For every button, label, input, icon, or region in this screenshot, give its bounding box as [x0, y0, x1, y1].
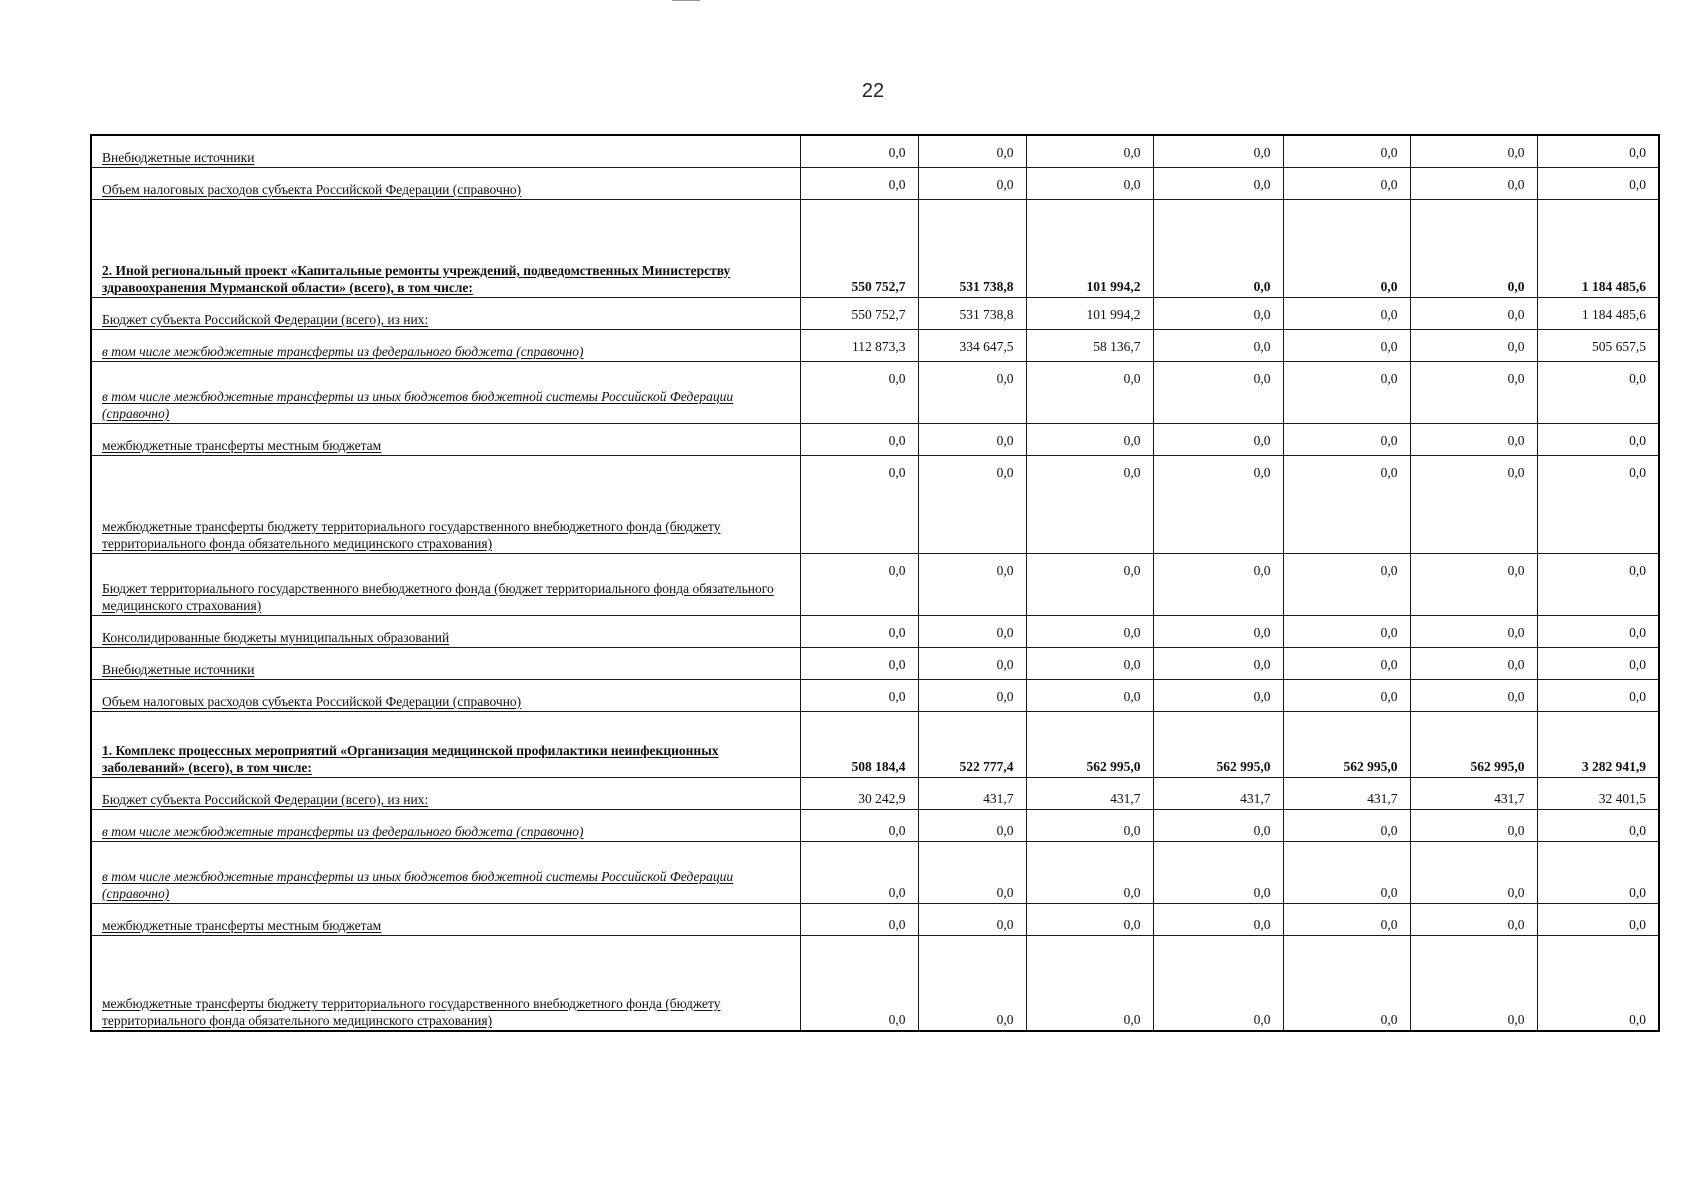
- value-cell: 0,0: [1153, 135, 1283, 167]
- value-cell: 0,0: [1283, 679, 1410, 711]
- value-cell: 1 184 485,6: [1537, 199, 1659, 297]
- row-label: межбюджетные трансферты бюджету территориального государственного внебюджетного фонда (бюджету территориального фонда обязательного медицинского страхования): [102, 518, 721, 551]
- table-row: [91, 679, 1659, 711]
- value-cell: 0,0: [918, 903, 1026, 935]
- value-cell: 0,0: [918, 935, 1026, 1031]
- value-cell: 0,0: [800, 903, 918, 935]
- value-cell: 0,0: [800, 455, 918, 553]
- value-cell: 0,0: [1410, 329, 1537, 361]
- row-label: межбюджетные трансферты бюджету территориального государственного внебюджетного фонда (бюджету территориального фонда обязательного медицинского страхования): [102, 996, 721, 1028]
- value-cell: 0,0: [1537, 647, 1659, 679]
- table-row: [91, 615, 1659, 647]
- row-label-cell: [91, 809, 800, 841]
- row-label-cell: [91, 329, 800, 361]
- value-cell: 0,0: [1153, 809, 1283, 841]
- row-label-cell: [91, 135, 800, 167]
- value-cell: 0,0: [1410, 841, 1537, 903]
- value-cell: 0,0: [800, 615, 918, 647]
- table-row: [91, 199, 1659, 297]
- value-cell: 0,0: [800, 935, 918, 1031]
- scan-mark: [672, 0, 700, 1]
- value-cell: 0,0: [1410, 809, 1537, 841]
- value-cell: 0,0: [1026, 903, 1153, 935]
- row-label-cell: [91, 297, 800, 329]
- page-number: 22: [861, 80, 885, 102]
- value-cell: 0,0: [1026, 423, 1153, 455]
- value-cell: 101 994,2: [1026, 297, 1153, 329]
- value-cell: 0,0: [1026, 135, 1153, 167]
- value-cell: 0,0: [1153, 935, 1283, 1031]
- value-cell: 0,0: [1537, 679, 1659, 711]
- value-cell: 0,0: [1410, 297, 1537, 329]
- value-cell: 0,0: [1410, 167, 1537, 199]
- table-row: [91, 777, 1659, 809]
- value-cell: 0,0: [1026, 361, 1153, 423]
- value-cell: 0,0: [1153, 455, 1283, 553]
- value-cell: 0,0: [1537, 361, 1659, 423]
- value-cell: 0,0: [1537, 135, 1659, 167]
- value-cell: 0,0: [1283, 297, 1410, 329]
- value-cell: 0,0: [918, 423, 1026, 455]
- value-cell: 112 873,3: [800, 329, 918, 361]
- value-cell: 0,0: [800, 361, 918, 423]
- value-cell: 58 136,7: [1026, 329, 1153, 361]
- value-cell: 0,0: [800, 809, 918, 841]
- row-label: межбюджетные трансферты местным бюджетам: [102, 917, 382, 933]
- value-cell: 431,7: [918, 777, 1026, 809]
- row-label: Внебюджетные источники: [102, 149, 255, 165]
- value-cell: 0,0: [1537, 167, 1659, 199]
- value-cell: 0,0: [918, 809, 1026, 841]
- row-label: Внебюджетные источники: [102, 661, 255, 677]
- value-cell: 0,0: [918, 135, 1026, 167]
- value-cell: 0,0: [1153, 167, 1283, 199]
- value-cell: 0,0: [1153, 679, 1283, 711]
- row-label-cell: [91, 903, 800, 935]
- value-cell: 0,0: [1283, 167, 1410, 199]
- table-row: [91, 903, 1659, 935]
- value-cell: 0,0: [1283, 809, 1410, 841]
- row-label: в том числе межбюджетные трансферты из федерального бюджета (справочно): [102, 343, 584, 359]
- row-label-cell: [91, 361, 800, 423]
- table-row: [91, 935, 1659, 1031]
- value-cell: 0,0: [800, 167, 918, 199]
- value-cell: 0,0: [1283, 841, 1410, 903]
- value-cell: 0,0: [1153, 297, 1283, 329]
- value-cell: 0,0: [1026, 679, 1153, 711]
- value-cell: 0,0: [1283, 615, 1410, 647]
- value-cell: 0,0: [1410, 455, 1537, 553]
- row-label-cell: [91, 679, 800, 711]
- value-cell: 0,0: [800, 135, 918, 167]
- value-cell: 0,0: [1410, 615, 1537, 647]
- value-cell: 0,0: [1283, 361, 1410, 423]
- row-label-cell: [91, 935, 800, 1031]
- table-row: [91, 361, 1659, 423]
- value-cell: 0,0: [800, 647, 918, 679]
- row-label: Бюджет территориального государственного внебюджетного фонда (бюджет территориального фонда обязательного медицинского страхования): [102, 580, 774, 613]
- value-cell: 0,0: [800, 553, 918, 615]
- value-cell: 3 282 941,9: [1537, 711, 1659, 777]
- table-row: [91, 553, 1659, 615]
- value-cell: 0,0: [918, 553, 1026, 615]
- value-cell: 0,0: [1537, 615, 1659, 647]
- value-cell: 0,0: [1026, 615, 1153, 647]
- value-cell: 0,0: [1283, 199, 1410, 297]
- value-cell: 0,0: [1153, 841, 1283, 903]
- value-cell: 0,0: [800, 679, 918, 711]
- budget-table: [90, 134, 1660, 1032]
- value-cell: 562 995,0: [1283, 711, 1410, 777]
- value-cell: 431,7: [1026, 777, 1153, 809]
- value-cell: 0,0: [1283, 647, 1410, 679]
- row-label: Объем налоговых расходов субъекта Российской Федерации (справочно): [102, 693, 522, 709]
- value-cell: 0,0: [918, 615, 1026, 647]
- row-label: 2. Иной региональный проект «Капитальные ремонты учреждений, подведомственных Министерству здравоохранения Мурманской области» (всего), в том числе:: [102, 262, 731, 295]
- table-row: [91, 711, 1659, 777]
- value-cell: 0,0: [1537, 553, 1659, 615]
- table-row: [91, 423, 1659, 455]
- value-cell: 0,0: [918, 455, 1026, 553]
- row-label-cell: [91, 711, 800, 777]
- value-cell: 0,0: [1537, 809, 1659, 841]
- value-cell: 0,0: [1283, 553, 1410, 615]
- value-cell: 508 184,4: [800, 711, 918, 777]
- row-label: в том числе межбюджетные трансферты из федерального бюджета (справочно): [102, 823, 584, 839]
- value-cell: 562 995,0: [1410, 711, 1537, 777]
- value-cell: 0,0: [1410, 361, 1537, 423]
- value-cell: 0,0: [918, 647, 1026, 679]
- value-cell: 0,0: [1283, 423, 1410, 455]
- value-cell: 0,0: [1410, 903, 1537, 935]
- value-cell: 0,0: [1283, 455, 1410, 553]
- value-cell: 562 995,0: [1153, 711, 1283, 777]
- value-cell: 334 647,5: [918, 329, 1026, 361]
- value-cell: 32 401,5: [1537, 777, 1659, 809]
- value-cell: 0,0: [1410, 679, 1537, 711]
- value-cell: 550 752,7: [800, 199, 918, 297]
- value-cell: 0,0: [1153, 903, 1283, 935]
- value-cell: 0,0: [1026, 167, 1153, 199]
- value-cell: 431,7: [1283, 777, 1410, 809]
- row-label-cell: [91, 615, 800, 647]
- value-cell: 0,0: [1537, 455, 1659, 553]
- value-cell: 0,0: [918, 679, 1026, 711]
- value-cell: 505 657,5: [1537, 329, 1659, 361]
- table-row: [91, 297, 1659, 329]
- row-label: 1. Комплекс процессных мероприятий «Организация медицинской профилактики неинфекционных заболеваний» (всего), в том числе:: [102, 742, 719, 775]
- table-row: [91, 329, 1659, 361]
- value-cell: 431,7: [1410, 777, 1537, 809]
- value-cell: 0,0: [1537, 841, 1659, 903]
- row-label-cell: [91, 647, 800, 679]
- row-label-cell: [91, 167, 800, 199]
- value-cell: 0,0: [1410, 135, 1537, 167]
- table-row: [91, 809, 1659, 841]
- row-label-cell: [91, 841, 800, 903]
- value-cell: 0,0: [1026, 935, 1153, 1031]
- value-cell: 0,0: [1153, 199, 1283, 297]
- value-cell: 0,0: [1153, 423, 1283, 455]
- value-cell: 531 738,8: [918, 297, 1026, 329]
- row-label: в том числе межбюджетные трансферты из иных бюджетов бюджетной системы Российской Федерации (справочно): [102, 388, 734, 421]
- value-cell: 1 184 485,6: [1537, 297, 1659, 329]
- value-cell: 0,0: [1026, 553, 1153, 615]
- value-cell: 0,0: [1283, 135, 1410, 167]
- value-cell: 0,0: [1410, 423, 1537, 455]
- value-cell: 0,0: [1026, 841, 1153, 903]
- row-label: Объем налоговых расходов субъекта Российской Федерации (справочно): [102, 181, 522, 197]
- value-cell: 562 995,0: [1026, 711, 1153, 777]
- value-cell: 0,0: [1283, 935, 1410, 1031]
- table-row: [91, 455, 1659, 553]
- table-row: [91, 841, 1659, 903]
- table-row: [91, 167, 1659, 199]
- row-label: межбюджетные трансферты местным бюджетам: [102, 437, 382, 453]
- value-cell: 0,0: [1153, 329, 1283, 361]
- value-cell: 0,0: [1026, 809, 1153, 841]
- value-cell: 0,0: [918, 361, 1026, 423]
- value-cell: 0,0: [918, 167, 1026, 199]
- table-row: [91, 647, 1659, 679]
- value-cell: 0,0: [1410, 199, 1537, 297]
- value-cell: 0,0: [1026, 455, 1153, 553]
- value-cell: 531 738,8: [918, 199, 1026, 297]
- value-cell: 30 242,9: [800, 777, 918, 809]
- value-cell: 550 752,7: [800, 297, 918, 329]
- value-cell: 0,0: [918, 841, 1026, 903]
- value-cell: 0,0: [1153, 553, 1283, 615]
- row-label: Консолидированные бюджеты муниципальных образований: [102, 629, 450, 645]
- row-label-cell: [91, 553, 800, 615]
- value-cell: 522 777,4: [918, 711, 1026, 777]
- row-label: Бюджет субъекта Российской Федерации (всего), из них:: [102, 791, 429, 807]
- row-label: в том числе межбюджетные трансферты из иных бюджетов бюджетной системы Российской Федерации (справочно): [102, 868, 734, 901]
- value-cell: 0,0: [1283, 329, 1410, 361]
- value-cell: 0,0: [1153, 647, 1283, 679]
- value-cell: 0,0: [1153, 361, 1283, 423]
- value-cell: 0,0: [1410, 935, 1537, 1031]
- value-cell: 0,0: [800, 841, 918, 903]
- value-cell: 0,0: [800, 423, 918, 455]
- row-label: Бюджет субъекта Российской Федерации (всего), из них:: [102, 311, 429, 327]
- row-label-cell: [91, 455, 800, 553]
- row-label-cell: [91, 423, 800, 455]
- value-cell: 0,0: [1410, 647, 1537, 679]
- value-cell: 0,0: [1537, 423, 1659, 455]
- value-cell: 0,0: [1537, 935, 1659, 1031]
- value-cell: 101 994,2: [1026, 199, 1153, 297]
- value-cell: 431,7: [1153, 777, 1283, 809]
- value-cell: 0,0: [1537, 903, 1659, 935]
- row-label-cell: [91, 777, 800, 809]
- value-cell: 0,0: [1283, 903, 1410, 935]
- row-label-cell: [91, 199, 800, 297]
- value-cell: 0,0: [1026, 647, 1153, 679]
- value-cell: 0,0: [1153, 615, 1283, 647]
- table-row: [91, 135, 1659, 167]
- value-cell: 0,0: [1410, 553, 1537, 615]
